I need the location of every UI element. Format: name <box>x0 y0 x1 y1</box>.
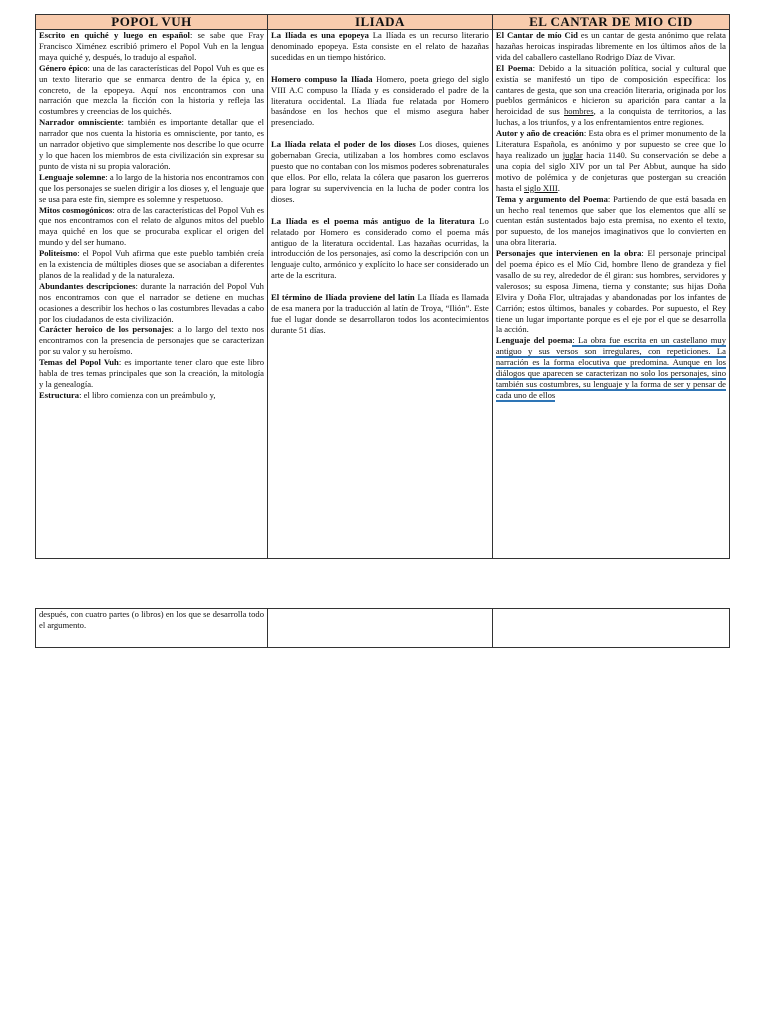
popol-item-text: : es importante tener claro que este libro habla de tres temas principales que son la creación, la mitología y la genealogía. <box>39 357 264 389</box>
popol-item <box>39 205 264 249</box>
popol-item-text: : también es importante detallar que el narrador que nos cuenta la historia es omnisciente, por tanto, es un narrador objetivo que simplemente nos describe lo que ocurre y lo que hacen los miembros de esta civilización sin expresar su punto de vista ni su propia valoración. <box>39 117 264 171</box>
header-cantar-mio-cid: EL CANTAR DE MIO CID <box>492 15 729 30</box>
popol-item-title: Abundantes descripciones <box>39 280 136 291</box>
iliada-item-title: La Ilíada es el poema más antiguo de la literatura <box>271 215 475 226</box>
cid-item-title: El Poema <box>495 62 533 73</box>
popol-item-title: Carácter heroico de los personajes <box>39 324 172 335</box>
cid-underlined-word: hombres <box>564 106 594 117</box>
cid-item-text: : El personaje principal del poema épico es el Mío Cid, hombre lleno de grandeza y fiel vasallo de su rey, alrededor de él giran: sus hombres, servidores y valerosos; su esposa Jimena, tierna y constante; sus hijas Doña Elvira y Doña Flor, ultrajadas y abandonadas por los infantes de Carrión; estos últimos, banales y cobardes. Por supuesto, el Rey tiene un lugar importante porque es el eje por el que se desarrolla la acción. <box>495 248 726 335</box>
cid-empty-cell <box>492 609 729 648</box>
popol-item <box>39 357 264 390</box>
popol-item <box>39 390 264 401</box>
popol-item-text: : a lo largo de la historia nos encontramos con que los personajes se suelen dirigir a los dioses y, el lenguaje que se usa para este fin, siempre es solemne y respetuoso. <box>39 171 264 204</box>
iliada-item-title: La Ilíada es una epopeya <box>271 30 369 40</box>
popol-item-title: Género épico <box>39 62 88 73</box>
popol-item-title: Mitos cosmogónicos <box>39 204 113 215</box>
popol-item-title: Politeísmo <box>39 248 78 259</box>
iliada-item-text: Homero, poeta griego del siglo VIII A.C compuso la Ilíada y es considerado el padre de la literatura occidental. La Ilíada fue relatada por Homero basándose en los hechos que el mismo asegura haber presenciado. <box>271 73 489 128</box>
popol-item-title: Temas del Popol Vuh <box>39 357 119 368</box>
cid-item <box>496 248 726 335</box>
comparison-table <box>35 14 730 559</box>
cid-item-text: : Debido a la situación política, social y cultural que existía se manifestó un tipo de composición específica: los cantares de gesta, que son una creación literaria, originada por los pueblos germánicos e hicieron su aparición para cantar a la heroicidad de sus <box>495 62 727 117</box>
cid-item-title: Lenguaje del poema <box>495 335 573 346</box>
cid-item-title: Autor y año de creación <box>495 128 584 139</box>
cid-item-title: El Cantar de mío Cid <box>495 30 578 40</box>
table-header-row <box>36 15 730 30</box>
iliada-item-title: La Ilíada relata el poder de los dioses <box>271 139 416 150</box>
iliada-item-text: La Ilíada es un recurso literario denominado epopeya. Esta consiste en el relato de hazañas sucedidas en un tiempo histórico. <box>271 30 489 62</box>
popol-item-text: : una de las características del Popol Vuh es que es un texto literario que se enmarca dentro de la épica y, en concreto, de la epopeya. Aquí nos encontramos con una narración que mezcla la ficción con la historia y refleja las costumbres y creencias de los quichés. <box>39 62 265 117</box>
iliada-item-text: Los dioses, quienes gobernaban Grecia, utilizaban a los hombres como esclavos puesto que no contaban con los mismos poderes sobrenaturales que ellos. Por ello, relata la cólera que pasaron los guerreros para lograr su supervivencia en la lucha de poder contra los dioses. <box>271 139 489 204</box>
cid-item <box>496 30 726 63</box>
cid-item <box>496 194 726 249</box>
cid-item-title: Tema y argumento del Poema <box>495 193 608 204</box>
popol-item-text: : a lo largo del texto nos encontramos con la presencia de personajes que se caracterizan por su valor y su heroísmo. <box>39 324 264 357</box>
popol-item <box>39 63 264 118</box>
iliada-item-text: Lo relatado por Homero es considerado como el poema más antiguo de la literatura occidental. Las hazañas ocurridas, la introducción de los personajes, así como la descripción con un lenguaje culto, armónico y explícito lo hace ser considerado un arte de la escritura. <box>271 215 489 281</box>
cid-item-text: es un cantar de gesta anónimo que relata hazañas heroicas inspiradas libremente en los últimos años de la vida del caballero castellano Rodrigo Díaz de Vivar. <box>495 30 726 62</box>
header-iliada: ILIADA <box>268 15 493 30</box>
iliada-item <box>271 30 489 63</box>
cid-item-text: hacia 1140. Su conservación se debe a una copia del siglo XIV por un tal Per Abbut, aunque ha sido motivo de polémica y de conjeturas que postergan su creación hasta el <box>495 149 727 193</box>
cid-item-title: Personajes que intervienen en la obra <box>495 248 642 259</box>
iliada-item <box>271 216 489 281</box>
table-body-row <box>36 30 730 559</box>
cid-item-text: : Esta obra es el primer monumento de la Literatura Española, es anónimo y por supuesto se cree que lo haya realizado un <box>495 128 726 160</box>
cid-underlined-word: siglo XIII <box>524 182 558 193</box>
cid-underlined-word: juglar <box>562 149 583 160</box>
cid-item-text: , a la conquista de territorios, a las luchas, a los triunfos, y a los enfrentamientos entre regiones. <box>495 106 727 128</box>
popol-item-title: Estructura <box>39 389 80 400</box>
continuation-table <box>35 608 730 648</box>
popol-item-text: : el libro comienza con un preámbulo y, <box>79 389 216 400</box>
popol-item-title: Narrador omnisciente <box>39 117 122 128</box>
cid-item <box>496 128 726 193</box>
iliada-item-title: El término de Ilíada proviene del latín <box>271 292 415 303</box>
iliada-item <box>271 292 489 336</box>
cantar-mio-cid-cell <box>492 30 729 559</box>
popol-item <box>39 324 264 357</box>
popol-item <box>39 30 264 63</box>
popol-item <box>39 281 264 325</box>
iliada-item <box>271 139 489 204</box>
popol-item <box>39 248 264 281</box>
cid-item-text: : Partiendo de que está basada en un hecho real tenemos que saber que los elementos que allí se cuentan están sustentados bajo esta premisa, no exento el texto, por supuesto, de los manejos imaginativos que lo convierten en una obra literaria. <box>495 193 727 248</box>
popol-item-text: : durante la narración del Popol Vuh nos encontramos con que el narrador se detiene en muchas ocasiones a describir los hechos o las costumbres llevadas a cabo por los ciudadanos de esta civilización. <box>39 280 264 324</box>
popol-item <box>39 172 264 205</box>
popol-item-title: Escrito en quiché y luego en español <box>39 30 190 40</box>
popol-continuation-cell: después, con cuatro partes (o libros) en los que se desarrolla todo el argumento. <box>36 609 268 648</box>
popol-item-text: : otra de las características del Popol Vuh es que nos encontramos con el relato de algunos mitos del pueblo maya quiché en los que se procuraba explicar el origen del mundo y del ser humano. <box>39 204 265 248</box>
header-popol-vuh: POPOL VUH <box>36 15 268 30</box>
iliada-item-title: Homero compuso la Ilíada <box>271 73 373 84</box>
popol-item <box>39 117 264 172</box>
cid-item <box>496 335 726 400</box>
iliada-item-text: La Ilíada es llamada de esa manera por la traducción al latín de Troya, “Ilión”. Este fue el lugar donde se desarrollaron todos los acontecimientos durante 51 días. <box>271 292 489 335</box>
iliada-cell <box>268 30 493 559</box>
cid-item-text: : La obra fue escrita en un castellano muy antiguo y sus versos son irregulares, con repeticiones. La narración es la forma elocutiva que predomina. Aunque en los diálogos que aparecen se caracterizan no solo los personajes, sino también sus costumbres, su lenguaje y la forma de ser y pensar de cada uno de ellos <box>495 335 726 400</box>
popol-item-text: : se sabe que Fray Francisco Ximénez escribió primero el Popol Vuh en la lengua maya quiché y, después, lo tradujo al español. <box>39 30 264 62</box>
iliada-empty-cell <box>268 609 493 648</box>
continuation-row <box>36 609 730 648</box>
cid-item <box>496 63 726 128</box>
cid-item-text: . <box>557 182 560 193</box>
popol-item-title: Lenguaje solemne <box>39 171 106 182</box>
iliada-item <box>271 74 489 129</box>
popol-vuh-cell <box>36 30 268 559</box>
popol-item-text: : el Popol Vuh afirma que este pueblo también creía en la existencia de múltiples dioses que se asociaban a diferentes planos de la realidad y de la naturaleza. <box>39 248 264 280</box>
